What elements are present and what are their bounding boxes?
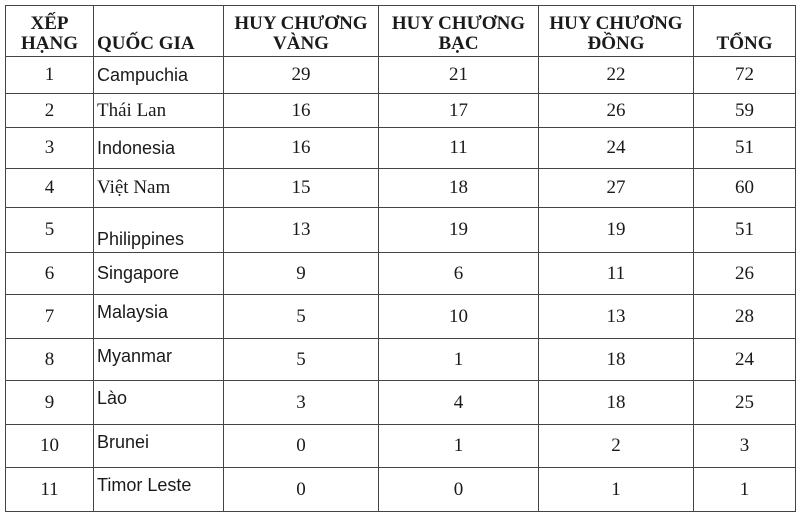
silver-cell: 11 xyxy=(379,128,539,169)
gold-cell: 16 xyxy=(224,128,379,169)
table-row xyxy=(6,94,796,128)
bronze-cell: 18 xyxy=(539,339,694,381)
table-row xyxy=(6,381,796,425)
bronze-cell: 22 xyxy=(539,57,694,94)
gold-cell: 5 xyxy=(224,339,379,381)
table-row xyxy=(6,57,796,94)
total-cell: 1 xyxy=(694,468,796,512)
total-cell: 60 xyxy=(694,169,796,208)
header-gold xyxy=(224,6,379,57)
silver-cell: 6 xyxy=(379,253,539,295)
rank-cell: 10 xyxy=(6,425,94,468)
rank-cell: 2 xyxy=(6,94,94,128)
bronze-cell: 2 xyxy=(539,425,694,468)
header-rank-line2: HẠNG xyxy=(21,33,78,54)
gold-cell: 13 xyxy=(224,208,379,253)
silver-cell: 10 xyxy=(379,295,539,339)
rank-cell: 6 xyxy=(6,253,94,295)
country-cell: Singapore xyxy=(94,253,224,295)
header-rank xyxy=(6,6,94,57)
silver-cell: 4 xyxy=(379,381,539,425)
header-silver-line1: HUY CHƯƠNG xyxy=(391,13,526,34)
header-total: TỔNG xyxy=(694,6,796,57)
header-row xyxy=(6,6,796,57)
total-cell: 28 xyxy=(694,295,796,339)
silver-cell: 18 xyxy=(379,169,539,208)
bronze-cell: 26 xyxy=(539,94,694,128)
silver-cell: 0 xyxy=(379,468,539,512)
bronze-cell: 24 xyxy=(539,128,694,169)
rank-cell: 9 xyxy=(6,381,94,425)
rank-cell: 3 xyxy=(6,128,94,169)
total-cell: 25 xyxy=(694,381,796,425)
rank-cell: 11 xyxy=(6,468,94,512)
country-cell: Việt Nam xyxy=(94,169,224,208)
silver-cell: 19 xyxy=(379,208,539,253)
silver-cell: 21 xyxy=(379,57,539,94)
table-row xyxy=(6,253,796,295)
gold-cell: 0 xyxy=(224,468,379,512)
table-row xyxy=(6,128,796,169)
rank-cell: 7 xyxy=(6,295,94,339)
bronze-cell: 19 xyxy=(539,208,694,253)
table-row xyxy=(6,425,796,468)
gold-cell: 29 xyxy=(224,57,379,94)
country-cell: Malaysia xyxy=(94,295,224,339)
gold-cell: 5 xyxy=(224,295,379,339)
total-cell: 72 xyxy=(694,57,796,94)
country-cell: Indonesia xyxy=(94,128,224,169)
total-cell: 24 xyxy=(694,339,796,381)
silver-cell: 1 xyxy=(379,425,539,468)
gold-cell: 3 xyxy=(224,381,379,425)
medal-table xyxy=(5,5,796,512)
country-cell: Philippines xyxy=(94,208,224,253)
rank-cell: 8 xyxy=(6,339,94,381)
header-silver-line2: BẠC xyxy=(438,33,479,54)
bronze-cell: 18 xyxy=(539,381,694,425)
silver-cell: 17 xyxy=(379,94,539,128)
gold-cell: 15 xyxy=(224,169,379,208)
bronze-cell: 27 xyxy=(539,169,694,208)
total-cell: 3 xyxy=(694,425,796,468)
header-gold-line1: HUY CHƯƠNG xyxy=(234,13,368,34)
table-row xyxy=(6,208,796,253)
bronze-cell: 11 xyxy=(539,253,694,295)
total-cell: 59 xyxy=(694,94,796,128)
header-country: QUỐC GIA xyxy=(94,6,224,57)
total-cell: 51 xyxy=(694,208,796,253)
gold-cell: 16 xyxy=(224,94,379,128)
rank-cell: 4 xyxy=(6,169,94,208)
total-cell: 26 xyxy=(694,253,796,295)
country-cell: Myanmar xyxy=(94,339,224,381)
table-row xyxy=(6,339,796,381)
bronze-cell: 13 xyxy=(539,295,694,339)
table-row xyxy=(6,169,796,208)
header-bronze xyxy=(539,6,694,57)
country-cell: Campuchia xyxy=(94,57,224,94)
gold-cell: 0 xyxy=(224,425,379,468)
rank-cell: 5 xyxy=(6,208,94,253)
country-cell: Timor Leste xyxy=(94,468,224,512)
rank-cell: 1 xyxy=(6,57,94,94)
bronze-cell: 1 xyxy=(539,468,694,512)
header-rank-line1: XẾP xyxy=(30,13,69,34)
header-bronze-line1: HUY CHƯƠNG xyxy=(549,13,683,34)
country-cell: Brunei xyxy=(94,425,224,468)
country-cell: Lào xyxy=(94,381,224,425)
total-cell: 51 xyxy=(694,128,796,169)
table-row xyxy=(6,468,796,512)
country-cell: Thái Lan xyxy=(94,94,224,128)
header-bronze-line2: ĐỒNG xyxy=(587,33,645,54)
silver-cell: 1 xyxy=(379,339,539,381)
header-silver xyxy=(379,6,539,57)
gold-cell: 9 xyxy=(224,253,379,295)
header-gold-line2: VÀNG xyxy=(273,33,329,54)
table-row xyxy=(6,295,796,339)
